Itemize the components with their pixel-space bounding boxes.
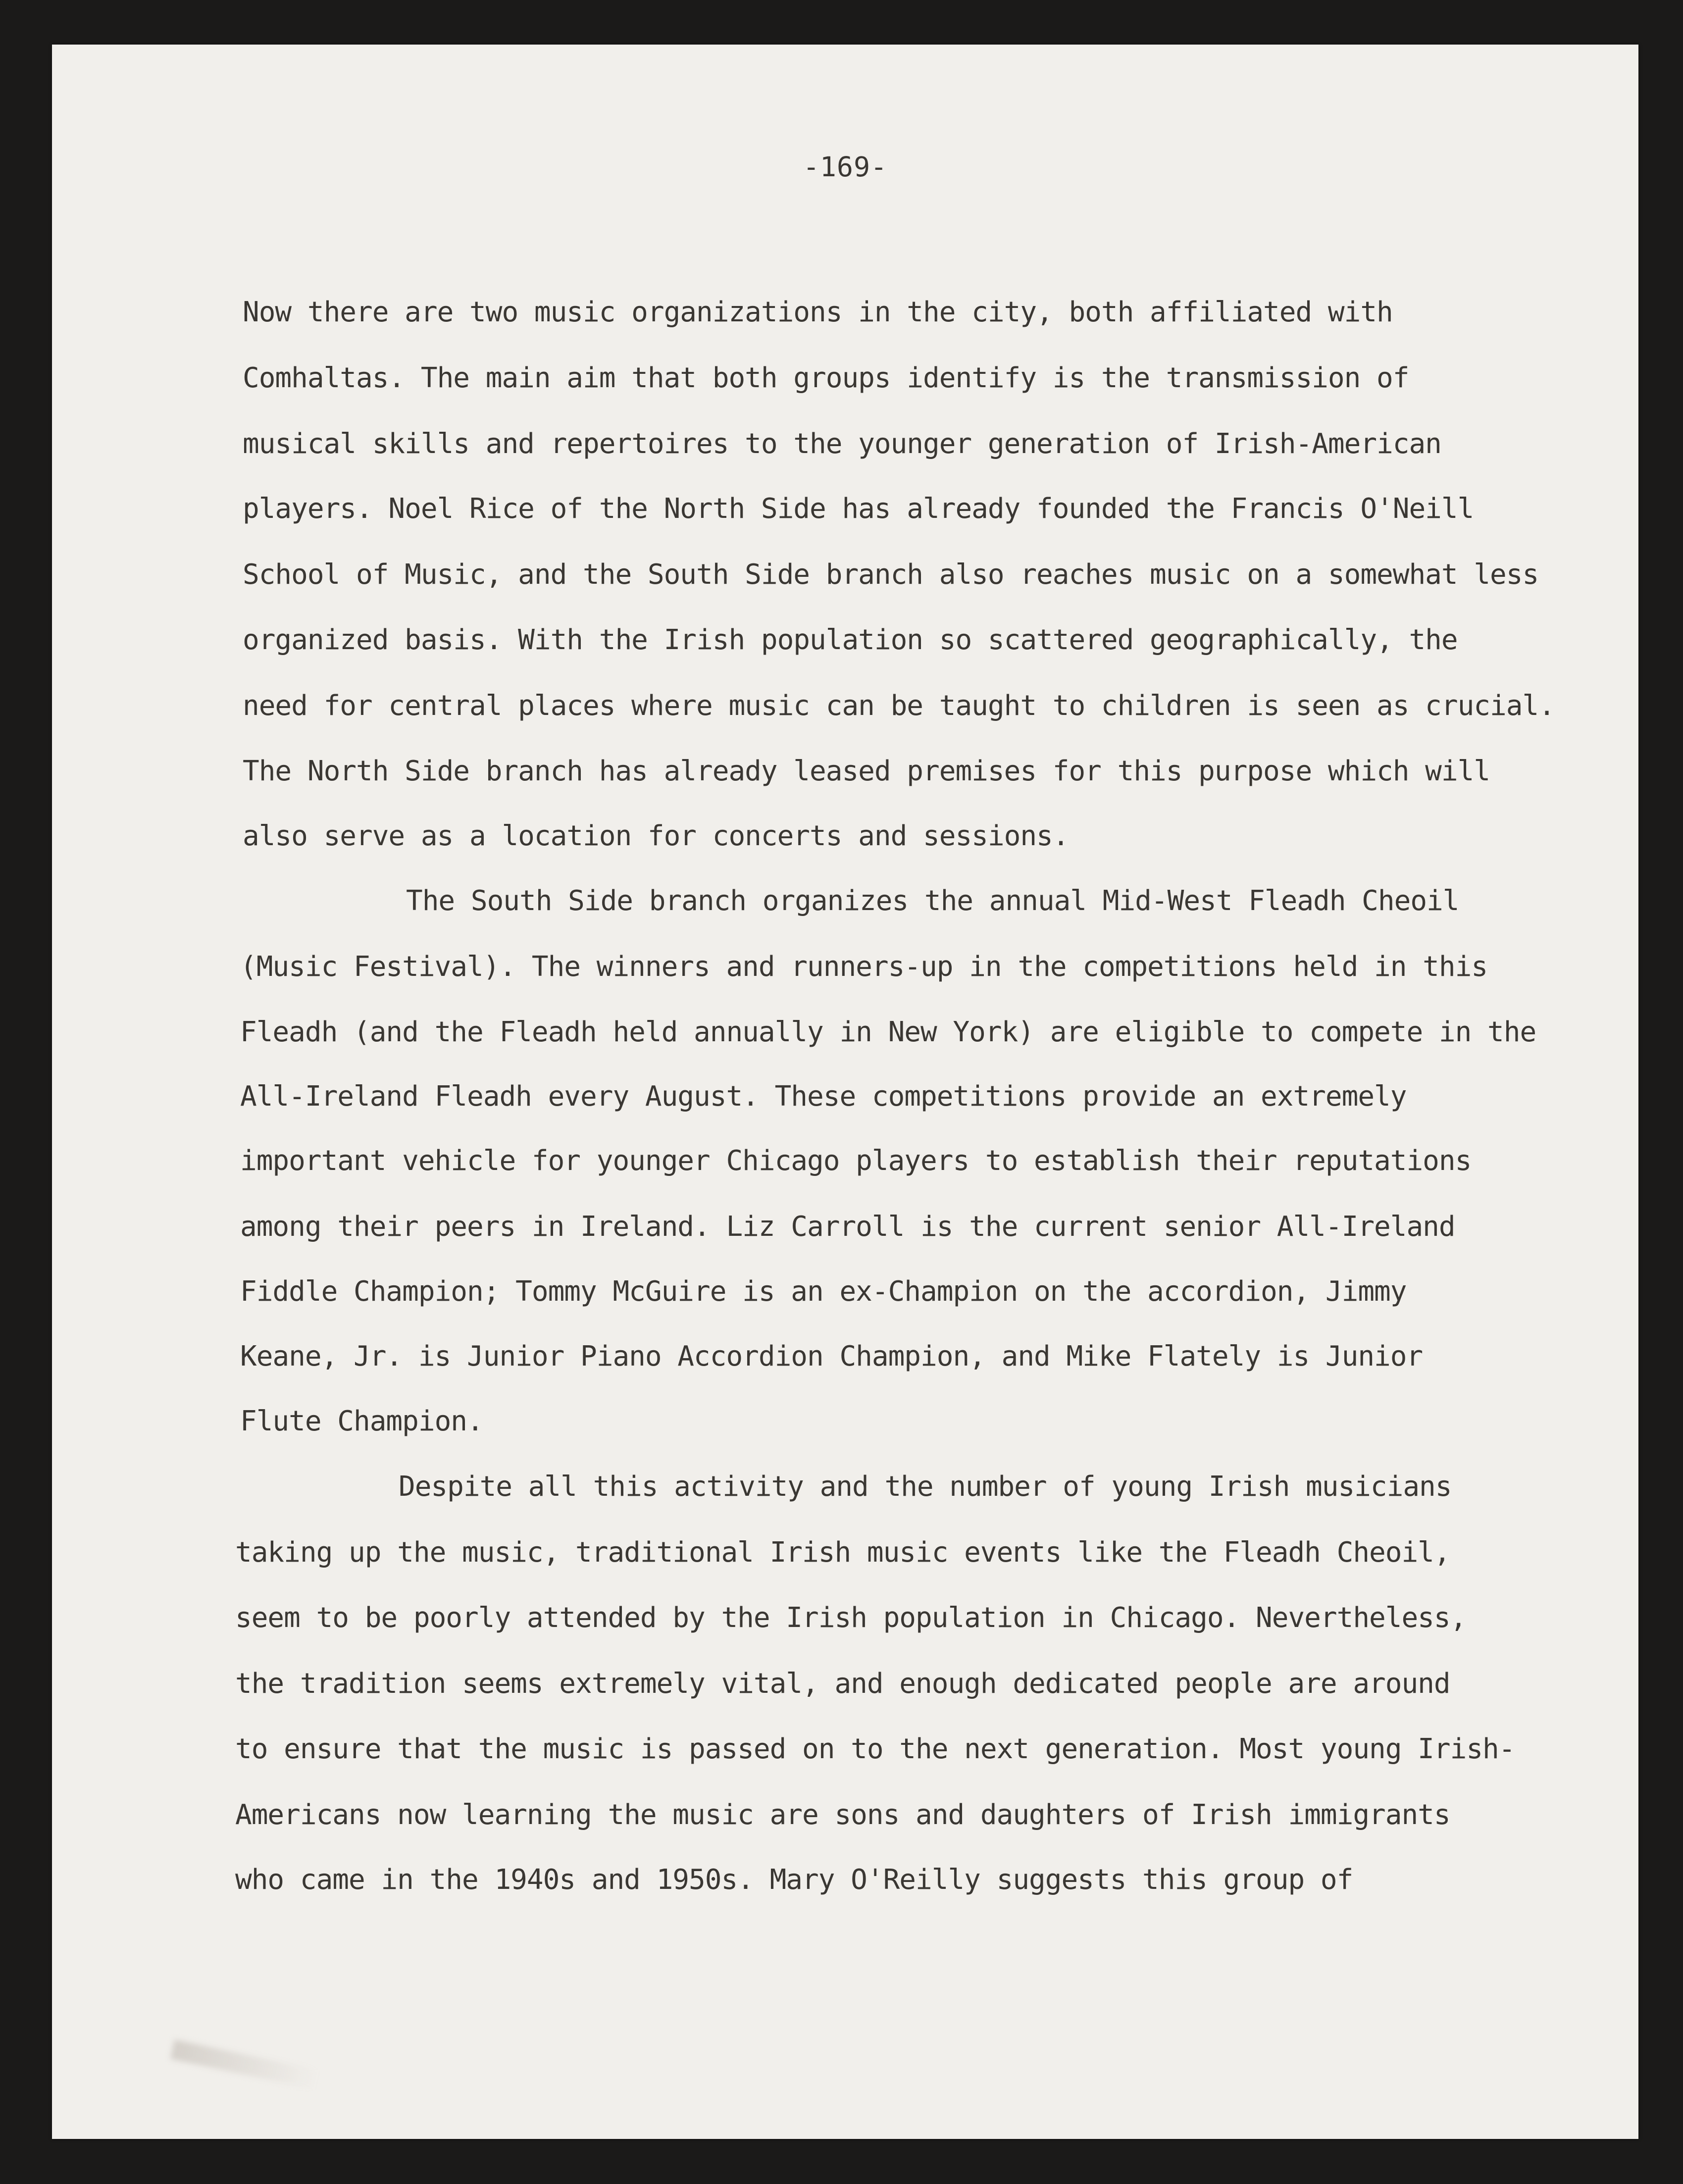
text-line: organized basis. With the Irish population so scattered geographically, the [243, 624, 1458, 656]
text-line: Now there are two music organizations in the city, both affiliated with [243, 296, 1393, 328]
text-line: taking up the music, traditional Irish music events like the Fleadh Cheoil, [235, 1536, 1450, 1569]
text-line: seem to be poorly attended by the Irish population in Chicago. Nevertheless, [235, 1602, 1467, 1634]
document-page [52, 45, 1638, 2139]
text-line: need for central places where music can be taught to children is seen as crucial. [243, 690, 1555, 722]
text-line: to ensure that the music is passed on to the next generation. Most young Irish- [235, 1733, 1515, 1765]
text-line: Fleadh (and the Fleadh held annually in New York) are eligible to compete in the [240, 1016, 1536, 1048]
text-line: the tradition seems extremely vital, and enough dedicated people are around [235, 1668, 1450, 1700]
text-line: players. Noel Rice of the North Side has already founded the Francis O'Neill [243, 493, 1474, 525]
text-line: Comhaltas. The main aim that both groups identify is the transmission of [243, 362, 1409, 394]
text-line: musical skills and repertoires to the younger generation of Irish-American [243, 428, 1441, 460]
text-line: also serve as a location for concerts and sessions. [243, 820, 1069, 852]
text-line: Americans now learning the music are sons and daughters of Irish immigrants [235, 1799, 1450, 1831]
text-line: Despite all this activity and the number of young Irish musicians [399, 1471, 1452, 1503]
text-line: among their peers in Ireland. Liz Carroll is the current senior All-Ireland [240, 1211, 1455, 1243]
text-line: Flute Champion. [240, 1405, 483, 1437]
text-line: The North Side branch has already leased premises for this purpose which will [243, 755, 1490, 787]
text-line: who came in the 1940s and 1950s. Mary O'Reilly suggests this group of [235, 1864, 1353, 1896]
text-line: Fiddle Champion; Tommy McGuire is an ex-Champion on the accordion, Jimmy [240, 1275, 1407, 1308]
text-line: important vehicle for younger Chicago players to establish their reputations [240, 1145, 1472, 1177]
text-line: Keane, Jr. is Junior Piano Accordion Champion, and Mike Flately is Junior [240, 1340, 1423, 1372]
paper-smudge [170, 2039, 320, 2089]
text-line: The South Side branch organizes the annual Mid-West Fleadh Cheoil [406, 885, 1459, 917]
text-line: (Music Festival). The winners and runners-up in the competitions held in this [240, 951, 1488, 983]
page-number: -169- [803, 151, 888, 183]
text-line: All-Ireland Fleadh every August. These competitions provide an extremely [240, 1080, 1407, 1113]
text-line: School of Music, and the South Side branch also reaches music on a somewhat less [243, 559, 1539, 591]
